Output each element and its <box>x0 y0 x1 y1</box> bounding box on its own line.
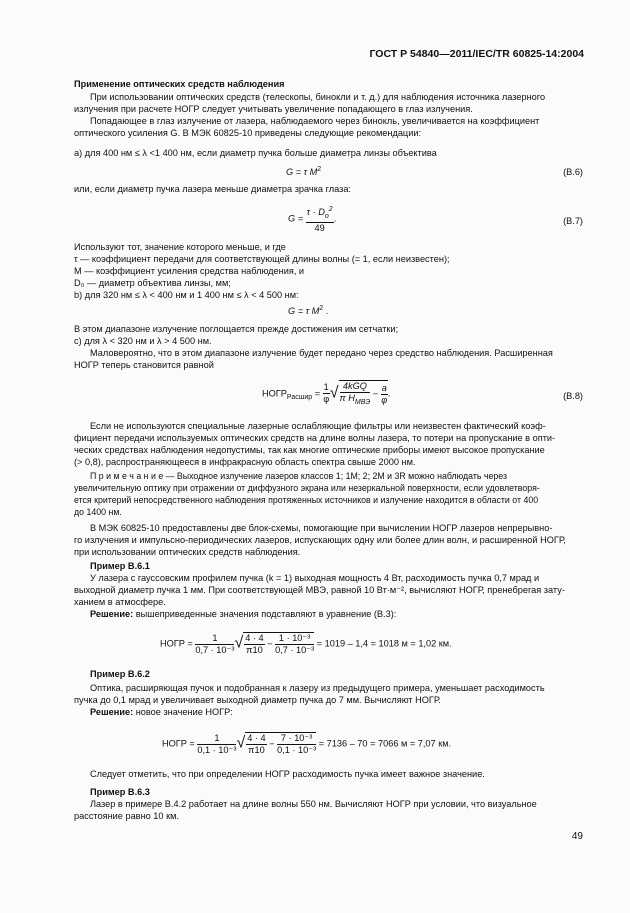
eq-b6-exp: 2 <box>317 166 322 173</box>
eq-bmid-lhs: G = τ M <box>288 306 320 317</box>
eq-ex2-f-num: 1 <box>197 733 236 745</box>
equation-b6 <box>286 164 321 179</box>
solution-text: вышеприведенные значения подставляют в уравнение (В.3): <box>133 609 397 619</box>
eq-b8-root-den: π H <box>339 393 355 403</box>
eq-ex1-lhs: НОГР = <box>160 638 196 649</box>
eq-bmid-tail: . <box>323 306 329 317</box>
paragraph-line: фициент передачи используемых оптических средств на длине волны лазера, то потери на пропускание в опти- <box>74 433 556 443</box>
paragraph-line: Маловероятно, что в этом диапазоне излучение будет передано через средство наблюдения. Расширенная <box>90 348 553 358</box>
paragraph-line: ческих средствах наблюдения недопустимы, так как многие оптические приборы имеют высокое пропускание <box>74 445 545 455</box>
eq-b8-root <box>340 381 371 408</box>
eq-ex1-b-den: 0,7 · 10⁻³ <box>275 645 315 655</box>
solution-label: Решение: <box>90 707 134 717</box>
paragraph-line: пучка до 0,1 мрад и увеличивает выходной диаметр пучка до 7 мм. Вычисляют НОГР. <box>74 695 441 705</box>
eq-b8-root-num: 4kGQ <box>340 381 371 393</box>
note-line: ется критерий непосредственного наблюдения протяженных источников и излучение находится в области от 400 <box>74 495 539 505</box>
eq-b7-num-sub: o <box>324 212 329 220</box>
note-line: до 1400 нм. <box>74 507 122 517</box>
example-1-title: Пример В.6.1 <box>90 561 150 571</box>
case-a-line: а) для 400 нм ≤ λ <1 400 нм, если диаметр пучка больше диаметра линзы объектива <box>74 148 437 158</box>
eq-b7-tail: . <box>333 213 337 224</box>
eq-b7-den: 49 <box>314 222 325 233</box>
case-a-alt-line: или, если диаметр пучка лазера меньше диаметра зрачка глаза: <box>74 184 351 194</box>
eq-b7-num-sup: 2 <box>328 206 333 213</box>
eq-ex2-frac2 <box>277 733 316 756</box>
paragraph-line: Если не используются специальные лазерные ослабляющие фильтры или неизвестен фактический коэф- <box>90 421 546 431</box>
example-3-title: Пример В.6.3 <box>90 787 150 797</box>
paragraph-line: ханием в атмосфере. <box>74 597 166 607</box>
example-2-title: Пример В.6.2 <box>90 669 150 679</box>
eq-ex1-root <box>244 633 264 656</box>
paragraph-line: расстояние равно 10 км. <box>74 811 179 821</box>
definition-m: M — коэффициент усиления средства наблюдения, и <box>74 266 305 276</box>
note-line: П р и м е ч а н и е — Выходное излучение лазеров классов 1; 1М; 2; 2М и 3R можно наблюдать через <box>90 471 508 481</box>
note-line: увеличительную оптику при отражении от диффузного экрана или незеркальной поверхности, если удовлетворя- <box>74 483 540 493</box>
eq-b8-frac-a <box>381 383 388 406</box>
equation-number-b7: (В.7) <box>563 216 583 226</box>
definition-d0: D₀ — диаметр объектива линзы, мм; <box>74 278 231 288</box>
paragraph-line: Следует отметить, что при определении НОГР расходимость пучка имеет важное значение. <box>90 769 485 779</box>
paragraph-line: при использовании оптических средств наблюдения. <box>74 547 301 557</box>
paragraph-line: Используют тот, значение которого меньше, и где <box>74 242 286 252</box>
paragraph-line: Попадающее в глаз излучение от лазера, наблюдаемого через бинокль, увеличивается на коэффициент <box>90 116 540 126</box>
eq-b8-minus: − <box>370 388 381 399</box>
paragraph-line: В МЭК 60825-10 предоставлены две блок-схемы, помогающие при вычислении НОГР лазеров непрерывно- <box>90 523 553 533</box>
eq-ex2-result: = 7136 – 70 = 7066 м = 7,07 км. <box>316 738 452 749</box>
case-b-line: b) для 320 нм ≤ λ < 400 нм и 1 400 нм ≤ λ < 4 500 нм: <box>74 290 299 300</box>
solution-text: новое значение НОГР: <box>133 707 233 717</box>
example-1-solution <box>90 608 396 621</box>
eq-b8-a-den: φ <box>381 394 388 405</box>
eq-b7-num: τ · D <box>306 207 325 218</box>
eq-b8-eq: = <box>312 388 323 399</box>
eq-b6-lhs: G = τ M <box>286 167 318 178</box>
eq-b8-lhs-sub: Расшир <box>286 394 313 402</box>
paragraph-line: го излучения и импульсно-периодических лазеров, испускающих одну или более длин волн, и расширенной НОГР, <box>74 535 566 545</box>
eq-ex1-frac1 <box>195 633 234 656</box>
equation-b7 <box>288 204 336 234</box>
paragraph-line: При использовании оптических средств (телескопы, бинокли и т. д.) для наблюдения источника лазерного <box>90 92 546 102</box>
eq-ex2-lhs: НОГР = <box>162 738 198 749</box>
eq-ex2-root-den: π10 <box>248 745 265 755</box>
eq-ex1-f-num: 1 <box>195 633 234 645</box>
paragraph-line: выходной диаметр пучка 1 мм. При соответствующей МВЭ, равной 10 Вт·м⁻², вычисляют НОГР, пренебрегая зату- <box>74 585 565 595</box>
eq-b7-lhs: G = <box>288 213 304 224</box>
eq-b8-f-den: φ <box>323 394 330 405</box>
eq-b8-f-num: 1 <box>323 382 329 393</box>
paragraph-line: Лазер в примере В.4.2 работает на длине волны 550 нм. Вычисляют НОГР при условии, что визуальное <box>90 799 537 809</box>
equation-b8: $НОГР_{Расшир}$ = $\frac{1}{\varphi}$ √ $\frac{\text{4kGQ}}{\pi H_{МВЭ}}$ − $\frac{a}{\varphi}$ . <box>262 381 391 406</box>
paragraph-line: оптического усиления G. В МЭК 60825-10 приведены следующие рекомендации: <box>74 128 422 138</box>
eq-b8-a-num: a <box>381 382 387 393</box>
eq-ex2-root-num: 4 · 4 <box>247 733 266 743</box>
eq-ex2-b-den: 0,1 · 10⁻³ <box>277 745 317 755</box>
eq-b8-frac1 <box>323 382 330 405</box>
eq-ex2-minus: − <box>266 738 278 749</box>
eq-b8-lhs: НОГР <box>262 388 287 399</box>
paragraph-line: (> 0,8), распространяющееся в инфракрасную область спектра свыше 2000 нм. <box>74 457 416 467</box>
eq-ex2-root <box>246 733 266 756</box>
paragraph-line: излучения при расчете НОГР следует учитывать увеличение попадающего в глаз излучения. <box>74 104 473 114</box>
paragraph-line: В этом диапазоне излучение поглощается прежде достижения им сетчатки; <box>74 324 399 334</box>
eq-ex1-minus: − <box>264 638 276 649</box>
eq-ex1-result: = 1019 – 1,4 = 1018 м = 1,02 км. <box>314 638 452 649</box>
eq-ex2-frac1 <box>197 733 236 756</box>
solution-label: Решение: <box>90 609 134 619</box>
section-title: Применение оптических средств наблюдения <box>74 79 285 89</box>
equation-ex2: НОГР = $\frac{1}{\text{0,1 · 10⁻³}}$ √ $\frac{4 \cdot 4}{\pi 10}$ − $\frac{\text{7 · 10⁻³}}{\text{0,1 · 10⁻³}}$ = 7136 – 70 = 7066 м = 7,07 км. <box>162 732 452 755</box>
paragraph-line: У лазера с гауссовским профилем пучка (k = 1) выходная мощность 4 Вт, расходимость пучка 0,7 мрад и <box>90 573 540 583</box>
definition-tau: τ — коэффициент передачи для соответствующей длины волны (= 1, если неизвестен); <box>74 254 450 264</box>
page-number: 49 <box>571 831 583 842</box>
eq-ex2-b-num: 7 · 10⁻³ <box>277 733 316 745</box>
eq-b7-fraction <box>306 204 334 234</box>
paragraph-line: Оптика, расширяющая пучок и подобранная к лазеру из предыдущего примера, уменьшает расходимость <box>90 683 545 693</box>
equation-number-b8: (В.8) <box>563 391 583 401</box>
eq-ex1-f-den: 0,7 · 10⁻³ <box>195 644 235 655</box>
eq-bmid-exp: 2 <box>319 305 324 312</box>
document-header: ГОСТ Р 54840—2011/IEC/TR 60825-14:2004 <box>369 48 584 60</box>
eq-ex1-b-num: 1 · 10⁻³ <box>275 633 314 645</box>
eq-b8-tail: . <box>387 388 391 399</box>
case-c-line: c) для λ < 320 нм и λ > 4 500 нм. <box>74 336 212 346</box>
eq-ex1-root-den: π10 <box>246 645 263 655</box>
eq-ex1-root-num: 4 · 4 <box>245 633 264 643</box>
eq-b8-root-den-sub: МВЭ <box>354 398 371 406</box>
eq-ex1-frac2 <box>275 633 314 656</box>
equation-number-b6: (В.6) <box>563 167 583 177</box>
example-2-solution <box>90 706 233 719</box>
equation-ex1: НОГР = $\frac{1}{\text{0,7 · 10⁻³}}$ √ $\frac{4 \cdot 4}{\pi 10}$ − $\frac{\text{1 · 10⁻³}}{\text{0,7 · 10⁻³}}$ = 1019 – 1,4 = 1018 м = 1,02 км. <box>160 632 452 655</box>
equation-b-mid <box>288 303 328 318</box>
paragraph-line: НОГР теперь становится равной <box>74 360 214 370</box>
eq-ex2-f-den: 0,1 · 10⁻³ <box>197 744 237 755</box>
